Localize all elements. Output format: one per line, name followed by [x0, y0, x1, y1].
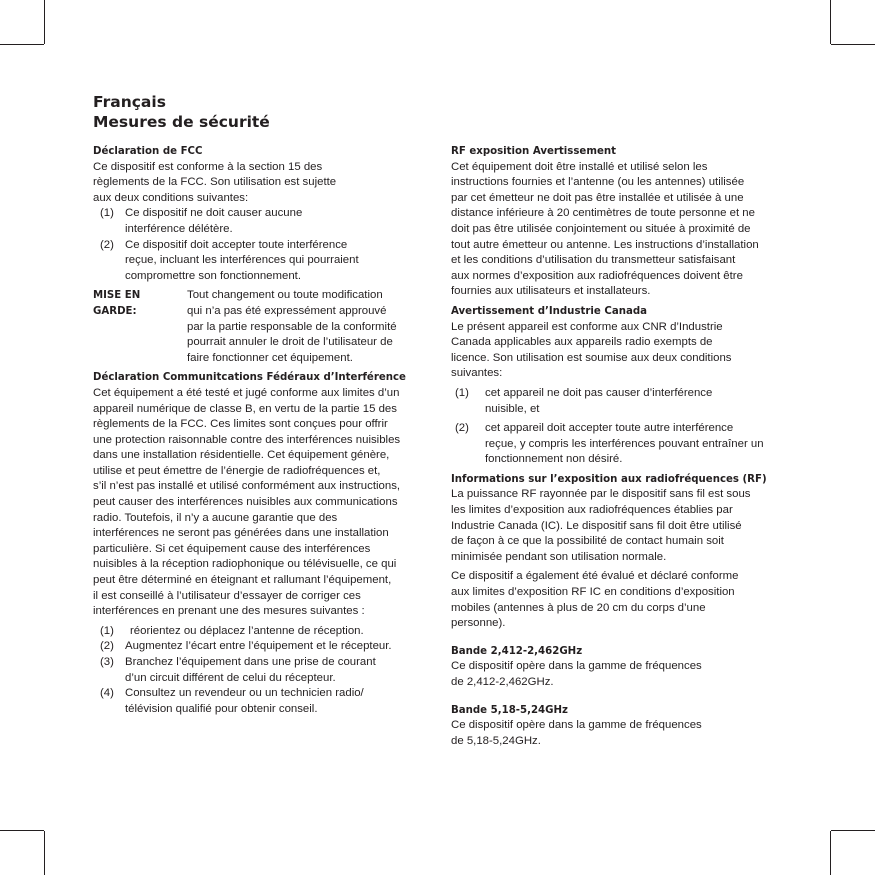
crop-mark	[0, 44, 44, 45]
ic-heading: Avertissement d’Industrie Canada	[451, 305, 647, 317]
list-item: (2) Augmentez l’écart entre l’équipement et le récepteur.	[100, 640, 392, 653]
fcc-text: Ce dispositif est conforme à la section 15 des règlements de la FCC. Son utilisation est sujette aux deux conditions suivantes:	[93, 160, 337, 204]
interference-heading: Déclaration Communitcations Fédéraux d’Interférence	[93, 372, 406, 384]
list-item: (1) réorientez ou déplacez l’antenne de réception.	[100, 624, 364, 637]
rf-text: Cet équipement doit être installé et utilisé selon les instructions fournies et l’antenne (ou les antennes) utilisée par cet émetteur ne doit pas être installée et utilisée à une distance inférieure à 20 centimètres de toute personne et ne doit pas être utilisée conjointement ou située à proximité de tout autre émetteur ou antenne. Les instructions d’installation et les conditions d’utilisation du transmetteur satisfaisant aux normes d’exposition aux radiofréquences doivent être fournies aux utilisateurs et installateurs.	[451, 160, 759, 298]
language-heading: Français	[93, 93, 166, 111]
warning-block	[93, 288, 438, 366]
list-item: (4) Consultez un revendeur ou un technicien radio/ télévision qualifié pour obtenir conseil.	[100, 687, 364, 715]
rf-info-heading: Informations sur l’exposition aux radiofréquences (RF)	[451, 473, 767, 485]
warning-text: Tout changement ou toute modification qui n’a pas été expressément approuvé par la partie responsable de la conformité pourrait annuler le droit de l’utilisateur de faire fonctionner cet équipement.	[187, 289, 397, 364]
interference-text: Cet équipement a été testé et jugé conforme aux limites d’un appareil numérique de classe B, en vertu de la partie 15 des règlements de la FCC. Ces limites sont conçues pour offrir une protection raisonnable contre des interférences nuisibles dans une installation résidentielle. Cet équipement génère, utilise et peut émettre de l’énergie de radiofréquences et, s’il n’est pas installé et utilisé conformément aux instructions, peut causer des interférences nuisibles aux communications radio. Toutefois, il n’y a aucune garantie que des interférences ne seront pas générées dans une installation particulière. Si cet équipement cause des interférences nuisibles à la réception radiophonique ou télévisuelle, ce qui peut être déterminé en éteignant et rallumant l’équipement, il est conseillé à l’utilisateur d’essayer de corriger ces interférences en prenant une des mesures suivantes :	[93, 386, 401, 618]
ic-text: Le présent appareil est conforme aux CNR d’Industrie Canada applicables aux appareils radio exempts de licence. Son utilisation est soumise aux deux conditions suivantes:	[451, 320, 732, 380]
band-2-text: Ce dispositif opère dans la gamme de fréquences de 5,18-5,24GHz.	[451, 719, 702, 747]
page-title	[93, 92, 270, 132]
crop-mark	[830, 0, 831, 44]
list-item: (1) cet appareil ne doit pas causer d’interférence nuisible, et	[455, 386, 713, 415]
left-column	[93, 144, 438, 717]
band-2-heading: Bande 5,18-5,24GHz	[451, 704, 568, 716]
crop-mark	[44, 0, 45, 44]
rf-info-text-2: Ce dispositif a également été évalué et déclaré conforme aux limites d’exposition RF IC en conditions d’exposition mobiles (antennes à plus de 20 cm du corps d’une personne).	[451, 570, 739, 630]
crop-mark	[830, 831, 831, 875]
crop-mark	[44, 831, 45, 875]
crop-mark	[0, 830, 44, 831]
rf-info-text: La puissance RF rayonnée par le dispositif sans fil est sous les limites d’exposition aux radiofréquences établies par Industrie Canada (IC). Le dispositif sans fil doit être utilisé de façon à ce que la possibilité de contact humain soit minimisée pendant son utilisation normale.	[451, 488, 751, 563]
warning-label: MISE EN GARDE:	[93, 290, 141, 317]
fcc-heading: Déclaration de FCC	[93, 146, 203, 157]
crop-mark	[831, 830, 875, 831]
section-title: Mesures de sécurité	[93, 113, 270, 131]
list-item: (2) Ce dispositif doit accepter toute interférence reçue, incluant les interférences qui pourraient compromettre son fonctionnement.	[100, 238, 359, 282]
band-1-text: Ce dispositif opère dans la gamme de fréquences de 2,412-2,462GHz.	[451, 660, 702, 688]
rf-heading: RF exposition Avertissement	[451, 146, 616, 157]
list-item: (3) Branchez l’équipement dans une prise de courant d’un circuit différent de celui du récepteur.	[100, 656, 376, 684]
list-item: (1) Ce dispositif ne doit causer aucune interférence délétère.	[100, 207, 303, 235]
crop-mark	[831, 44, 875, 45]
list-item: (2) cet appareil doit accepter toute autre interférence reçue, y compris les interférences pouvant entraîner un fonctionnement non désiré.	[455, 422, 764, 466]
band-1-heading: Bande 2,412-2,462GHz	[451, 645, 583, 657]
right-column	[451, 144, 791, 749]
